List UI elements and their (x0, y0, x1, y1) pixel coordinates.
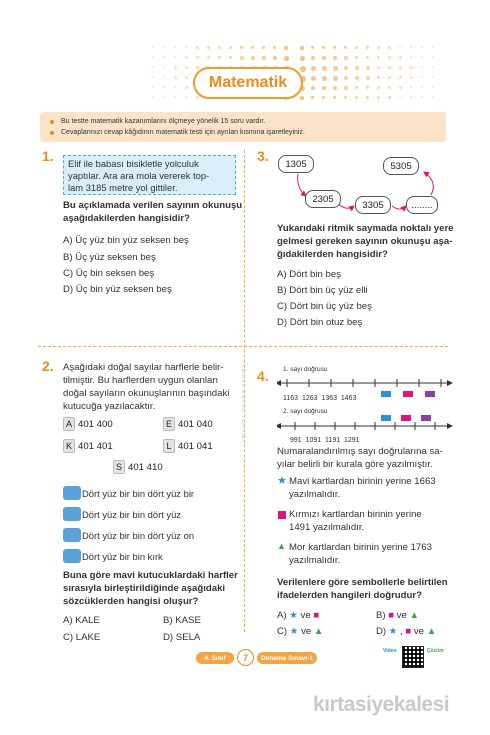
decor-dot (388, 96, 391, 99)
decor-dot (410, 96, 412, 98)
number-reading: Dört yüz bir bin dört yüz (82, 509, 181, 520)
decor-dot (344, 66, 348, 70)
decor-dot (185, 86, 188, 89)
rule-red: Kırmızı kartlardan birinin yerine 1491 yazılmalıdır. (289, 509, 422, 533)
q1-context-box: Elif ile babası bisikletle yolculuk yaptılar. Ara ara mola vererek top- lam 3185 metre yol gittiler. (63, 155, 236, 195)
number-line-label: 2. sayı doğrusu (283, 408, 328, 415)
instruction-line: Bu testte matematik kazanımlarını ölçmeye yönelik 15 soru vardır. (48, 116, 438, 127)
decor-dot (240, 46, 243, 49)
decor-dot (311, 76, 316, 81)
decor-dot (262, 56, 266, 60)
answer-blue-box[interactable] (63, 549, 81, 563)
decor-dot (421, 66, 423, 68)
answer-blue-box[interactable] (63, 507, 81, 521)
decor-dot (152, 76, 154, 78)
triangle-green-icon: ▲ (277, 541, 286, 551)
decor-dot (300, 66, 306, 72)
number-reading: Dört yüz bir bin kırk (82, 551, 163, 562)
decor-dot (163, 46, 165, 48)
decor-dot (174, 96, 176, 98)
decor-dot (333, 96, 336, 99)
decor-dot (185, 96, 187, 98)
decor-dot (322, 56, 326, 60)
decor-dot (421, 56, 423, 58)
answer-option[interactable]: C) Üç bin seksen beş (63, 268, 155, 279)
sequence-blank-bubble: ........ (406, 196, 438, 214)
answer-option[interactable]: D) ★ , ■ ve ▲ (376, 626, 437, 637)
decor-dot (300, 96, 304, 100)
decor-dot (366, 66, 370, 70)
square-icon: ■ (313, 610, 320, 621)
grade-label: 4. Sınıf (196, 652, 234, 664)
decor-dot (377, 76, 380, 79)
sequence-bubble: 5305 (383, 157, 419, 175)
decor-dot (322, 96, 325, 99)
decor-dot (399, 56, 402, 59)
solution-label: Çözüm (427, 648, 444, 654)
bullet-icon (50, 131, 54, 135)
decor-dot (163, 76, 165, 78)
lettered-number: K 401 401 (63, 439, 113, 453)
decor-dot (284, 46, 288, 50)
video-label: Video (383, 648, 397, 654)
decor-dot (388, 76, 391, 79)
decor-dot (377, 86, 380, 89)
decor-dot (207, 56, 210, 59)
decor-dot (333, 46, 336, 49)
sequence-bubble: 2305 (305, 190, 341, 208)
decor-dot (174, 56, 176, 58)
watermark: kırtasiyekalesi (313, 693, 450, 716)
decor-dot (322, 66, 327, 71)
answer-option[interactable]: B) KASE (163, 615, 201, 626)
answer-option[interactable]: D) SELA (163, 632, 201, 643)
decor-dot (185, 46, 187, 48)
decor-dot (355, 56, 358, 59)
decor-dot (152, 46, 154, 48)
decor-dot (333, 56, 337, 60)
lettered-number: S 401 410 (113, 460, 163, 474)
decor-dot (229, 46, 232, 49)
q4-intro: Numaralandırılmış sayı doğrularına sa- yılar belirli bir kurala göre yazılmıştır. (277, 446, 443, 470)
decor-dot (377, 96, 380, 99)
decor-dot (432, 66, 434, 68)
decor-dot (344, 46, 347, 49)
decor-dot (355, 46, 358, 49)
decor-dot (366, 76, 370, 80)
answer-option[interactable]: B) ■ ve ▲ (376, 610, 420, 621)
decor-dot (344, 56, 348, 60)
answer-blue-box[interactable] (63, 486, 81, 500)
decor-dot (185, 56, 188, 59)
answer-option[interactable]: C) Dört bin üç yüz beş (277, 301, 372, 312)
bullet-icon (50, 120, 54, 124)
triangle-icon: ▲ (409, 610, 420, 621)
answer-option[interactable]: A) Dört bin beş (277, 269, 341, 280)
decor-dot (388, 86, 391, 89)
decor-dot (207, 46, 210, 49)
question-number: 2. (42, 358, 54, 374)
decor-dot (262, 46, 265, 49)
decor-dot (196, 96, 199, 99)
star-blue-icon: ★ (277, 475, 287, 487)
square-icon: ■ (405, 626, 412, 637)
number-reading: Dört yüz bir bin dört yüz bir (82, 488, 195, 499)
decor-dot (333, 66, 338, 71)
decor-dot (399, 46, 401, 48)
decor-dot (322, 86, 326, 90)
q2-intro: Aşağıdaki doğal sayılar harflerle belir- tilmiştir. Bu harflerden uygun olanları doğal sayıların okunuşlarının başındaki kutucuğa yazılacaktır. (63, 362, 230, 412)
decor-dot (377, 56, 380, 59)
answer-option[interactable]: A) Üç yüz bin yüz seksen beş (63, 235, 189, 246)
decor-dot (421, 96, 423, 98)
answer-blue-box[interactable] (63, 528, 81, 542)
rule-green: Mor kartlardan birinin yerine 1763 yazılmalıdır. (289, 542, 432, 566)
answer-option[interactable]: B) Üç yüz seksen beş (63, 252, 156, 263)
answer-option[interactable]: D) Dört bin otuz beş (277, 317, 363, 328)
instruction-line: Cevaplarınızı cevap kâğıdının matematik testi için ayrılan kısmına işaretleyiniz. (48, 127, 438, 138)
decor-dot (152, 66, 154, 68)
decor-dot (399, 66, 402, 69)
decor-dot (284, 56, 289, 61)
decor-dot (333, 76, 338, 81)
q2-question: Buna göre mavi kutucuklardaki harfler sırasıyla birleştirildiğinde aşağıdaki sözcüklerden hangisi oluşur? (63, 570, 238, 607)
decor-dot (421, 46, 423, 48)
decor-dot (174, 46, 176, 48)
number-line-label: 1. sayı doğrusu (283, 366, 328, 373)
instructions-box (40, 112, 446, 142)
decor-dot (366, 56, 369, 59)
decor-dot (410, 76, 413, 79)
line2-ticks: 991 1091 1191 1291 (290, 437, 360, 444)
decor-dot (432, 76, 434, 78)
exam-label: Deneme Sınavı-1 (257, 652, 317, 664)
decor-dot (388, 46, 391, 49)
number-reading: Dört yüz bir bin dört yüz on (82, 530, 195, 541)
star-icon: ★ (388, 626, 398, 637)
q4-question: Verilenlere göre sembollerle belirtilen ifadelerden hangileri doğrudur? (277, 577, 448, 601)
question-number: 3. (257, 148, 269, 164)
decor-dot (410, 56, 412, 58)
row-divider (38, 346, 448, 347)
decor-dot (355, 96, 358, 99)
q1-question: Bu açıklamada verilen sayının okunuşu aşağıdakilerden hangisidir? (63, 200, 243, 224)
decor-dot (300, 56, 305, 61)
decor-dot (152, 86, 154, 88)
decor-dot (421, 76, 423, 78)
decor-dot (240, 56, 244, 60)
decor-dot (388, 56, 391, 59)
lettered-number: L 401 041 (163, 439, 213, 453)
lettered-number: E 401 040 (163, 417, 213, 431)
decor-dot (388, 66, 391, 69)
sequence-bubble: 3305 (355, 196, 391, 214)
decor-dot (333, 86, 337, 90)
page-title: Matematik (193, 67, 303, 99)
decor-dot (399, 96, 401, 98)
publisher-side-text: Kaliteli Eğitim Yayınları (240, 364, 246, 445)
square-icon: ■ (388, 610, 395, 621)
answer-option[interactable]: A) KALE (63, 615, 100, 626)
decor-dot (399, 76, 402, 79)
decor-dot (355, 86, 358, 89)
lettered-number: A 401 400 (63, 417, 113, 431)
answer-option[interactable]: B) Dört bin üç yüz elli (277, 285, 368, 296)
qr-code-icon[interactable] (402, 646, 424, 668)
decor-dot (311, 96, 314, 99)
question-number: 1. (42, 148, 54, 164)
decor-dot (322, 76, 327, 81)
decor-dot (196, 56, 199, 59)
decor-dot (410, 86, 412, 88)
decor-dot (432, 46, 434, 48)
decor-dot (273, 56, 277, 60)
decor-dot (344, 86, 348, 90)
decor-dot (185, 66, 188, 69)
decor-dot (251, 56, 255, 60)
decor-dot (355, 76, 359, 80)
decor-dot (377, 66, 380, 69)
decor-dot (366, 86, 369, 89)
decor-dot (344, 96, 347, 99)
decor-dot (344, 76, 348, 80)
decor-dot (163, 96, 165, 98)
q3-question: Yukarıdaki ritmik saymada noktalı yere gelmesi gereken sayının okunuşu aşa- ğıdakilerden hangisidir? (277, 223, 454, 260)
line1-ticks: 1163 1263 1363 1463 (283, 395, 357, 402)
decor-dot (300, 46, 304, 50)
decor-dot (410, 46, 412, 48)
decor-dot (366, 96, 369, 99)
decor-dot (229, 56, 232, 59)
answer-option[interactable]: A) ★ ve ■ (277, 610, 320, 621)
decor-dot (163, 56, 165, 58)
decor-dot (152, 96, 154, 98)
star-icon: ★ (289, 626, 299, 637)
decor-dot (163, 86, 165, 88)
decor-dot (432, 96, 434, 98)
rule-blue: Mavi kartlardan birinin yerine 1663 yazılmalıdır. (289, 476, 436, 500)
decor-dot (185, 76, 188, 79)
star-icon: ★ (289, 610, 298, 621)
decorative-dots-right (300, 46, 450, 108)
decor-dot (218, 46, 221, 49)
decor-dot (174, 66, 177, 69)
decor-dot (322, 46, 325, 49)
decor-dot (163, 66, 165, 68)
decor-dot (273, 46, 276, 49)
decor-dot (196, 46, 199, 49)
decor-dot (432, 56, 434, 58)
decor-dot (366, 46, 369, 49)
decor-dot (377, 46, 380, 49)
decor-dot (174, 76, 177, 79)
decor-dot (432, 86, 434, 88)
decor-dot (152, 56, 154, 58)
decor-dot (355, 66, 359, 70)
answer-option[interactable]: C) ★ ve ▲ (277, 626, 324, 637)
decor-dot (251, 46, 254, 49)
answer-option[interactable]: D) Üç bin yüz seksen beş (63, 284, 172, 295)
decor-dot (421, 86, 423, 88)
decor-dot (218, 56, 221, 59)
decor-dot (196, 66, 199, 69)
decor-dot (311, 46, 314, 49)
answer-option[interactable]: C) LAKE (63, 632, 101, 643)
question-number: 4. (257, 368, 269, 384)
sequence-bubble: 1305 (278, 155, 314, 173)
decor-dot (311, 86, 315, 90)
decor-dot (311, 56, 315, 60)
decor-dot (311, 66, 316, 71)
triangle-icon: ▲ (426, 626, 437, 637)
page-number: 7 (237, 649, 254, 666)
decor-dot (174, 86, 176, 88)
triangle-icon: ▲ (313, 626, 324, 637)
decor-dot (410, 66, 413, 69)
decor-dot (399, 86, 402, 89)
square-red-icon (278, 511, 286, 519)
